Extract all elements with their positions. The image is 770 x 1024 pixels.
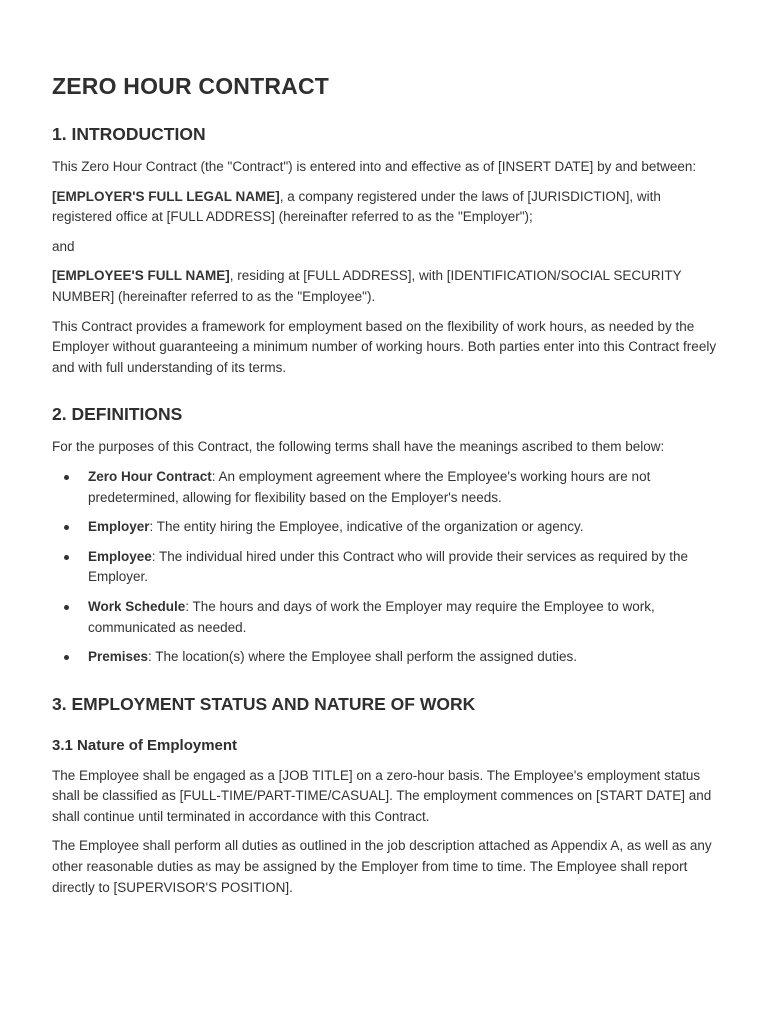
definition-term: Work Schedule — [88, 598, 186, 614]
definition-text: : An employment agreement where the Employee's working hours are not predetermined, allowing for flexibility based on the Employer's needs. — [88, 468, 651, 505]
bullet-icon — [64, 475, 69, 480]
definition-item-employee — [88, 547, 718, 588]
subsection-heading-nature-of-employment: 3.1 Nature of Employment — [52, 736, 238, 754]
definition-term: Employer — [88, 519, 150, 535]
nature-of-employment-paragraph-2: The Employee shall perform all duties as outlined in the job description attached as Appendix A, as well as any other reasonable duties as may be assigned by the Employer from time to time. The Employee shall report directly to [SUPERVISOR'S POSITION]. — [52, 838, 712, 895]
definition-term: Employee — [88, 548, 152, 564]
definition-item-work-schedule — [88, 597, 718, 638]
definition-term: Zero Hour Contract — [88, 468, 212, 484]
bullet-icon — [64, 605, 69, 610]
nature-of-employment-paragraph-1: The Employee shall be engaged as a [JOB TITLE] on a zero-hour basis. The Employee's employment status shall be classified as [FULL-TIME/PART-TIME/CASUAL]. The employment commences on [START DATE] and shall continue until terminated in accordance with this Contract. — [52, 767, 712, 824]
employer-details-text: , a company registered under the laws of [JURISDICTION], with registered office at [FULL ADDRESS] (hereinafter referred to as the "Employer"); — [52, 188, 661, 225]
intro-paragraph: This Zero Hour Contract (the "Contract") is entered into and effective as of [INSERT DATE] by and between: — [52, 159, 697, 174]
definitions-intro-paragraph: For the purposes of this Contract, the following terms shall have the meanings ascribed to them below: — [52, 439, 665, 455]
section-heading-definitions: 2. DEFINITIONS — [52, 404, 183, 425]
definitions-list — [52, 467, 718, 668]
definition-text: : The entity hiring the Employee, indicative of the organization or agency. — [149, 519, 584, 535]
definition-item-zero-hour-contract — [88, 467, 718, 508]
document-title: ZERO HOUR CONTRACT — [52, 73, 330, 99]
employer-paragraph — [52, 187, 718, 228]
bullet-icon — [64, 655, 69, 660]
employee-details-text: , residing at [FULL ADDRESS], with [IDENTIFICATION/SOCIAL SECURITY NUMBER] (hereinafter referred to as the "Employee"). — [52, 268, 682, 304]
employee-name-placeholder: [EMPLOYEE'S FULL NAME] — [52, 268, 230, 284]
employer-name-placeholder: [EMPLOYER'S FULL LEGAL NAME] — [52, 188, 280, 204]
connector-paragraph: and — [52, 238, 75, 254]
employee-paragraph — [52, 266, 718, 307]
section-heading-employment-status: 3. EMPLOYMENT STATUS AND NATURE OF WORK — [52, 693, 476, 714]
definition-text: : The individual hired under this Contract who will provide their services as required by the Employer. — [88, 548, 689, 585]
bullet-icon — [64, 525, 69, 530]
definition-text: : The location(s) where the Employee shall perform the assigned duties. — [148, 649, 578, 665]
definition-item-premises — [88, 647, 718, 668]
bullet-icon — [64, 555, 69, 560]
definition-term: Premises — [88, 649, 149, 665]
definition-item-employer — [88, 517, 718, 538]
section-heading-introduction: 1. INTRODUCTION — [52, 124, 206, 144]
definition-text: : The hours and days of work the Employer may require the Employee to work, communicated as needed. — [88, 598, 655, 635]
contract-framework-paragraph: This Contract provides a framework for employment based on the flexibility of work hours, as needed by the Employer without guaranteeing a minimum number of working hours. Both parties enter into this Contract freely and with full understanding of its terms. — [52, 318, 717, 375]
